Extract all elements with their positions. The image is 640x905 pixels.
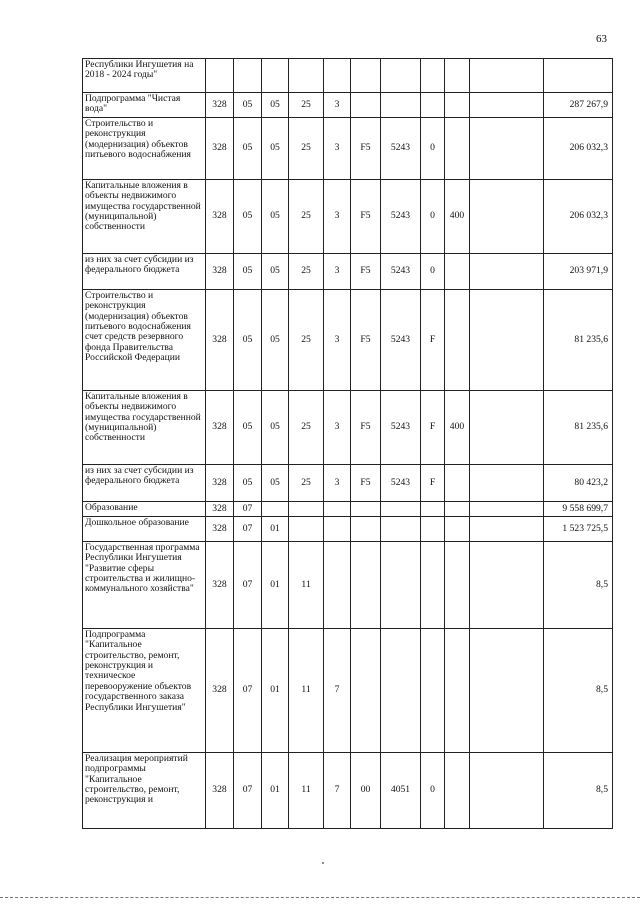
section-code: 07 — [234, 502, 262, 517]
ministry-code: 328 — [206, 118, 234, 180]
section-code: 07 — [234, 542, 262, 629]
ministry-code: 328 — [206, 254, 234, 290]
table-row — [83, 93, 613, 118]
subprogram-code: 3 — [324, 391, 351, 465]
direction-code: 5243 — [381, 391, 421, 465]
scan-speck — [322, 862, 324, 864]
sub-direction-code: 0 — [421, 180, 445, 254]
sub-direction-code — [421, 542, 445, 629]
program-code: 25 — [289, 180, 324, 254]
subsection-code — [262, 502, 289, 517]
section-code: 05 — [234, 254, 262, 290]
direction-code — [381, 517, 421, 542]
expense-type-code: 400 — [445, 180, 470, 254]
budget-table-body — [83, 59, 613, 829]
amount-2019: 203 971,9 — [544, 254, 613, 290]
sub-direction-code — [421, 517, 445, 542]
program-code: 11 — [289, 629, 324, 753]
expense-type-code — [445, 118, 470, 180]
spacer-cell — [470, 93, 544, 118]
subsection-code: 05 — [262, 118, 289, 180]
program-code: 25 — [289, 391, 324, 465]
subprogram-code: 3 — [324, 180, 351, 254]
program-code: 25 — [289, 118, 324, 180]
scan-edge-line — [0, 897, 640, 898]
section-code: 07 — [234, 753, 262, 829]
project-code — [351, 93, 381, 118]
subprogram-code — [324, 542, 351, 629]
project-code: F5 — [351, 180, 381, 254]
row-name: Дошкольное образование — [83, 517, 206, 542]
row-name: Строительство и реконструкция (модернизация) объектов питьевого водоснабжения счет средств резервного фонда Правительства Российской Федерации — [83, 290, 206, 391]
subsection-code: 01 — [262, 542, 289, 629]
amount-2019: 80 423,2 — [544, 465, 613, 502]
ministry-code: 328 — [206, 180, 234, 254]
ministry-code: 328 — [206, 517, 234, 542]
subsection-code: 01 — [262, 629, 289, 753]
project-code — [351, 59, 381, 93]
program-code: 25 — [289, 93, 324, 118]
direction-code: 5243 — [381, 465, 421, 502]
project-code — [351, 542, 381, 629]
program-code: 25 — [289, 290, 324, 391]
table-row — [83, 180, 613, 254]
project-code: 00 — [351, 753, 381, 829]
section-code — [234, 59, 262, 93]
spacer-cell — [470, 629, 544, 753]
sub-direction-code: F — [421, 290, 445, 391]
budget-table — [82, 58, 613, 829]
expense-type-code — [445, 502, 470, 517]
amount-2019: 206 032,3 — [544, 118, 613, 180]
direction-code — [381, 59, 421, 93]
expense-type-code: 400 — [445, 391, 470, 465]
project-code: F5 — [351, 290, 381, 391]
table-row — [83, 254, 613, 290]
spacer-cell — [470, 542, 544, 629]
row-name: из них за счет субсидии из федерального бюджета — [83, 465, 206, 502]
subprogram-code: 3 — [324, 465, 351, 502]
table-row — [83, 290, 613, 391]
row-name: Подпрограмма "Чистая вода" — [83, 93, 206, 118]
row-name: Капитальные вложения в объекты недвижимого имущества государственной (муниципальной) собственности — [83, 180, 206, 254]
expense-type-code — [445, 465, 470, 502]
direction-code: 5243 — [381, 290, 421, 391]
project-code — [351, 517, 381, 542]
table-row — [83, 517, 613, 542]
subprogram-code: 3 — [324, 290, 351, 391]
table-row — [83, 502, 613, 517]
spacer-cell — [470, 180, 544, 254]
direction-code — [381, 502, 421, 517]
sub-direction-code — [421, 629, 445, 753]
subprogram-code: 7 — [324, 629, 351, 753]
row-name: Строительство и реконструкция (модернизация) объектов питьевого водоснабжения — [83, 118, 206, 180]
spacer-cell — [470, 517, 544, 542]
project-code: F5 — [351, 254, 381, 290]
direction-code — [381, 93, 421, 118]
amount-2019: 81 235,6 — [544, 290, 613, 391]
direction-code: 4051 — [381, 753, 421, 829]
program-code: 25 — [289, 465, 324, 502]
section-code: 05 — [234, 180, 262, 254]
amount-2019: 81 235,6 — [544, 391, 613, 465]
spacer-cell — [470, 59, 544, 93]
section-code: 05 — [234, 391, 262, 465]
subsection-code: 05 — [262, 465, 289, 502]
sub-direction-code — [421, 502, 445, 517]
subsection-code: 05 — [262, 254, 289, 290]
subsection-code: 01 — [262, 753, 289, 829]
sub-direction-code: 0 — [421, 254, 445, 290]
subsection-code: 05 — [262, 180, 289, 254]
subprogram-code: 3 — [324, 118, 351, 180]
subprogram-code: 3 — [324, 93, 351, 118]
direction-code: 5243 — [381, 254, 421, 290]
project-code: F5 — [351, 391, 381, 465]
subprogram-code: 7 — [324, 753, 351, 829]
subprogram-code: 3 — [324, 254, 351, 290]
program-code: 11 — [289, 753, 324, 829]
subprogram-code — [324, 502, 351, 517]
ministry-code: 328 — [206, 93, 234, 118]
table-row — [83, 118, 613, 180]
program-code: 25 — [289, 254, 324, 290]
ministry-code: 328 — [206, 391, 234, 465]
ministry-code: 328 — [206, 465, 234, 502]
amount-2019: 8,5 — [544, 629, 613, 753]
row-name: Республики Ингушетия на 2018 - 2024 годы" — [83, 59, 206, 93]
sub-direction-code: 0 — [421, 753, 445, 829]
amount-2019: 8,5 — [544, 753, 613, 829]
page-number: 63 — [596, 33, 607, 45]
row-name: Образование — [83, 502, 206, 517]
sub-direction-code: F — [421, 391, 445, 465]
sub-direction-code: F — [421, 465, 445, 502]
expense-type-code — [445, 629, 470, 753]
sub-direction-code: 0 — [421, 118, 445, 180]
ministry-code: 328 — [206, 502, 234, 517]
ministry-code: 328 — [206, 753, 234, 829]
amount-2019: 1 523 725,5 — [544, 517, 613, 542]
subsection-code: 05 — [262, 290, 289, 391]
direction-code — [381, 629, 421, 753]
expense-type-code — [445, 93, 470, 118]
expense-type-code — [445, 290, 470, 391]
subsection-code — [262, 59, 289, 93]
expense-type-code — [445, 517, 470, 542]
amount-2019: 9 558 699,7 — [544, 502, 613, 517]
program-code — [289, 502, 324, 517]
project-code: F5 — [351, 118, 381, 180]
spacer-cell — [470, 465, 544, 502]
table-row — [83, 542, 613, 629]
spacer-cell — [470, 502, 544, 517]
expense-type-code — [445, 59, 470, 93]
program-code — [289, 59, 324, 93]
ministry-code: 328 — [206, 290, 234, 391]
section-code: 05 — [234, 118, 262, 180]
spacer-cell — [470, 118, 544, 180]
section-code: 07 — [234, 629, 262, 753]
ministry-code: 328 — [206, 629, 234, 753]
row-name: Государственная программа Республики Ингушетия "Развитие сферы строительства и жилищно-коммунального хозяйства" — [83, 542, 206, 629]
row-name: из них за счет субсидии из федерального бюджета — [83, 254, 206, 290]
section-code: 05 — [234, 93, 262, 118]
ministry-code — [206, 59, 234, 93]
spacer-cell — [470, 391, 544, 465]
project-code — [351, 502, 381, 517]
sub-direction-code — [421, 59, 445, 93]
table-row — [83, 753, 613, 829]
amount-2019: 287 267,9 — [544, 93, 613, 118]
row-name: Подпрограмма "Капитальное строительство, ремонт, реконструкция и техническое перевооружение объектов государственного заказа Республики Ингушетия" — [83, 629, 206, 753]
project-code — [351, 629, 381, 753]
subsection-code: 05 — [262, 391, 289, 465]
expense-type-code — [445, 254, 470, 290]
subsection-code: 01 — [262, 517, 289, 542]
direction-code: 5243 — [381, 180, 421, 254]
row-name: Реализация мероприятий подпрограммы "Капитальное строительство, ремонт, реконструкция и — [83, 753, 206, 829]
expense-type-code — [445, 753, 470, 829]
row-name: Капитальные вложения в объекты недвижимого имущества государственной (муниципальной) собственности — [83, 391, 206, 465]
section-code: 07 — [234, 517, 262, 542]
amount-2019: 8,5 — [544, 542, 613, 629]
program-code: 11 — [289, 542, 324, 629]
direction-code — [381, 542, 421, 629]
project-code: F5 — [351, 465, 381, 502]
amount-2019 — [544, 59, 613, 93]
subprogram-code — [324, 517, 351, 542]
table-row — [83, 391, 613, 465]
section-code: 05 — [234, 465, 262, 502]
expense-type-code — [445, 542, 470, 629]
table-row — [83, 59, 613, 93]
subprogram-code — [324, 59, 351, 93]
sub-direction-code — [421, 93, 445, 118]
spacer-cell — [470, 254, 544, 290]
spacer-cell — [470, 290, 544, 391]
program-code — [289, 517, 324, 542]
ministry-code: 328 — [206, 542, 234, 629]
spacer-cell — [470, 753, 544, 829]
section-code: 05 — [234, 290, 262, 391]
table-row — [83, 465, 613, 502]
subsection-code: 05 — [262, 93, 289, 118]
table-row — [83, 629, 613, 753]
amount-2019: 206 032,3 — [544, 180, 613, 254]
direction-code: 5243 — [381, 118, 421, 180]
